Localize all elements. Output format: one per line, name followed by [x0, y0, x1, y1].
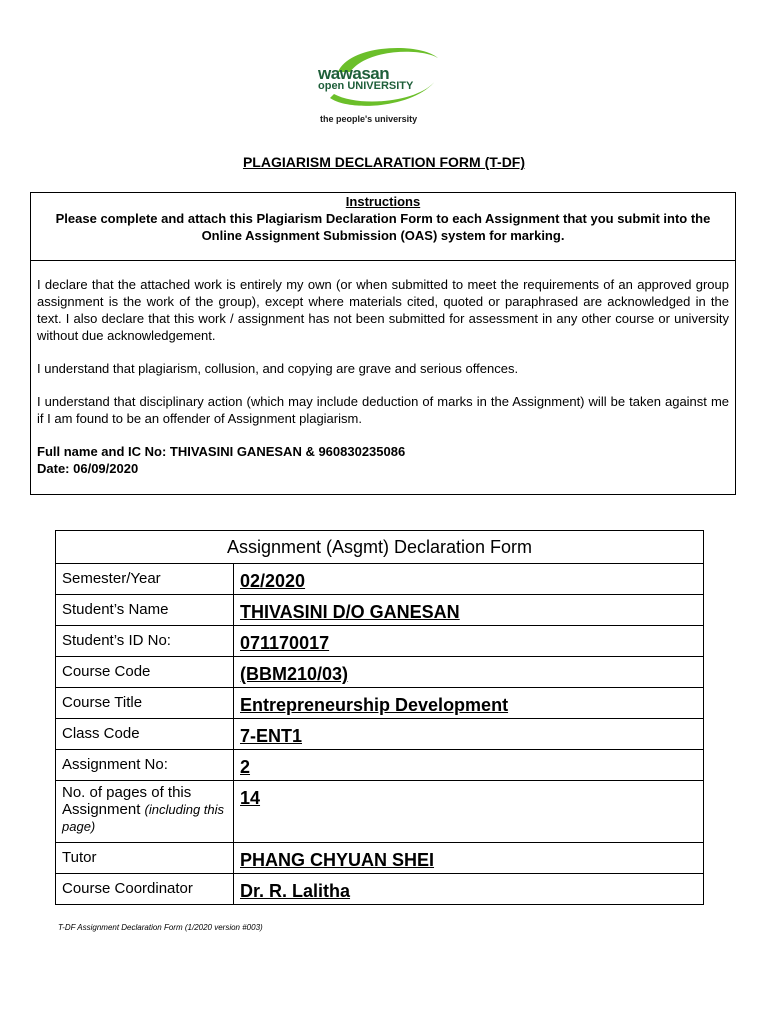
- table-row: [56, 657, 704, 688]
- row-value: PHANG CHYUAN SHEI: [234, 843, 704, 874]
- row-label: [56, 781, 234, 843]
- row-label: Course Code: [56, 657, 234, 688]
- declaration-paragraph-2: I understand that plagiarism, collusion, and copying are grave and serious offences.: [37, 361, 519, 376]
- table-row: [56, 719, 704, 750]
- declaration-paragraph-3: I understand that disciplinary action (which may include deduction of marks in the Assignment) will be taken against me if I am found to be an offender of Assignment plagiarism.: [37, 394, 729, 426]
- row-label: Student’s ID No:: [56, 626, 234, 657]
- row-label-text: No. of pages of this Assignment: [62, 784, 192, 818]
- table-row: [56, 564, 704, 595]
- logo-wordmark: wawasan: [318, 64, 390, 83]
- row-label: Tutor: [56, 843, 234, 874]
- table-row: [56, 626, 704, 657]
- table-row: [56, 843, 704, 874]
- logo-tagline: the people's university: [320, 114, 418, 124]
- row-value: (BBM210/03): [234, 657, 704, 688]
- instructions-text: Please complete and attach this Plagiarism Declaration Form to each Assignment that you submit into the Online Assignment Submission (OAS) system for marking.: [55, 211, 711, 243]
- row-label-note: (including this page): [62, 802, 225, 834]
- row-label: Class Code: [56, 719, 234, 750]
- declaration-body: [31, 261, 735, 477]
- table-header-row: [56, 531, 704, 564]
- form-version-footer: T-DF Assignment Declaration Form (1/2020 version #003): [58, 923, 263, 932]
- fullname-ic: Full name and IC No: THIVASINI GANESAN & 960830235086: [37, 444, 406, 459]
- row-value: Dr. R. Lalitha: [234, 874, 704, 905]
- logo-subwordmark: open UNIVERSITY: [318, 80, 414, 92]
- row-value: 071170017: [234, 626, 704, 657]
- row-value: 14: [234, 781, 704, 843]
- row-label: Course Coordinator: [56, 874, 234, 905]
- declaration-paragraph-1: I declare that the attached work is entirely my own (or when submitted to meet the requirements of an approved group assignment is the work of the group), except where materials cited, quoted or paraphrased are acknowledged in the text. I also declare that this work / assignment has not been submitted for assessment in any other course or university without due acknowledgement.: [37, 277, 729, 343]
- table-title: Assignment (Asgmt) Declaration Form: [56, 531, 704, 564]
- table-row: [56, 595, 704, 626]
- table-row: [56, 781, 704, 843]
- table-row: [56, 874, 704, 905]
- row-value: 02/2020: [234, 564, 704, 595]
- form-title: PLAGIARISM DECLARATION FORM (T-DF): [242, 154, 526, 170]
- table-row: [56, 750, 704, 781]
- declaration-box: [30, 192, 736, 495]
- row-label: Student’s Name: [56, 595, 234, 626]
- row-label: Course Title: [56, 688, 234, 719]
- row-label: Semester/Year: [56, 564, 234, 595]
- row-value: Entrepreneurship Development: [234, 688, 704, 719]
- instructions-label: Instructions: [345, 194, 421, 209]
- instructions-section: [31, 193, 735, 261]
- row-value: 7-ENT1: [234, 719, 704, 750]
- declaration-date: Date: 06/09/2020: [37, 461, 139, 476]
- row-value: 2: [234, 750, 704, 781]
- row-value: THIVASINI D/O GANESAN: [234, 595, 704, 626]
- university-logo: [310, 42, 450, 128]
- row-label: Assignment No:: [56, 750, 234, 781]
- table-row: [56, 688, 704, 719]
- assignment-declaration-table: [55, 530, 704, 905]
